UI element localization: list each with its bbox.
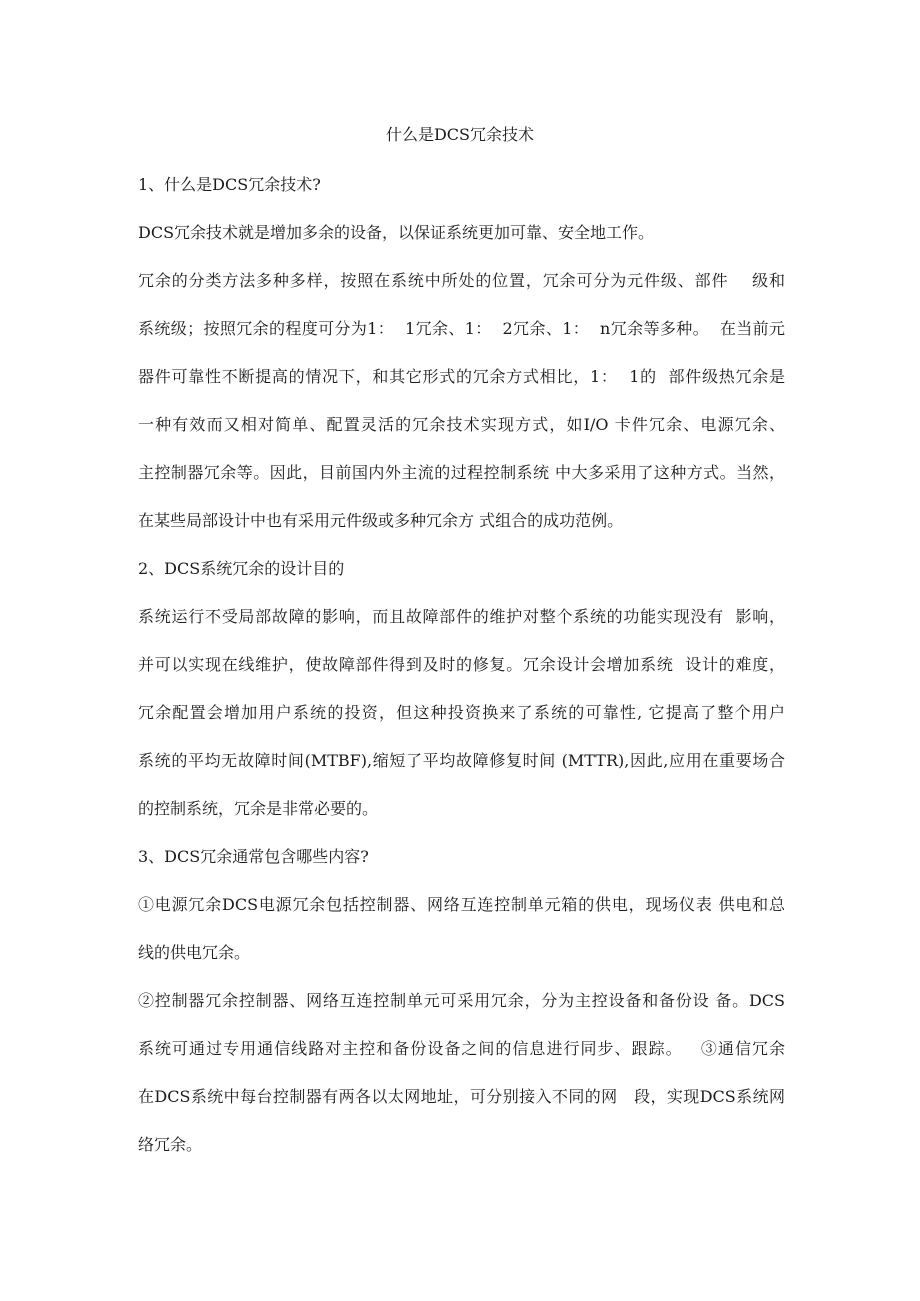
text-line: 系统级；按照冗余的程度可分为1： 1冗余、1： 2冗余、1： n冗余等多种。 在当前元 <box>138 319 785 338</box>
text-line: ①电源冗余DCS电源冗余包括控制器、网络互连控制单元箱的供电，现场仪表 供电和总 <box>138 895 785 914</box>
text-line: 系统可通过专用通信线路对主控和备份设备之间的信息进行同步、跟踪。 ③通信冗余 <box>138 1039 785 1058</box>
text-line: 的控制系统，冗余是非常必要的。 <box>138 799 379 818</box>
text-line: 3、DCS冗余通常包含哪些内容? <box>138 847 369 866</box>
text-line: 系统运行不受局部故障的影响，而且故障部件的维护对整个系统的功能实现没有 影响， <box>138 607 785 626</box>
text-line: 一种有效而又相对简单、配置灵活的冗余技术实现方式，如I/O 卡件冗余、电源冗余、 <box>138 415 785 434</box>
text-line: 主控制器冗余等。因此，目前国内外主流的过程控制系统 中大多采用了这种方式。当然， <box>138 463 785 482</box>
text-line: 在某些局部设计中也有采用元件级或多种冗余方 式组合的成功范例。 <box>138 511 624 530</box>
text-line: 系统的平均无故障时间(MTBF),缩短了平均故障修复时间 (MTTR),因此,应用在重要场合 <box>138 751 785 770</box>
text-line: 2、DCS系统冗余的设计目的 <box>138 559 345 578</box>
text-line: 冗余配置会增加用户系统的投资，但这种投资换来了系统的可靠性, 它提高了整个用户 <box>138 703 785 722</box>
text-line: 并可以实现在线维护，使故障部件得到及时的修复。冗余设计会增加系统 设计的难度， <box>138 655 785 674</box>
text-line: 1、什么是DCS冗余技术? <box>138 175 321 194</box>
text-line: DCS冗余技术就是增加多余的设备，以保证系统更加可靠、安全地工作。 <box>138 223 655 242</box>
text-line: 冗余的分类方法多种多样，按照在系统中所处的位置，冗余可分为元件级、部件 级和 <box>138 271 785 290</box>
text-line: ②控制器冗余控制器、网络互连控制单元可采用冗余，分为主控设备和备份设 备。DCS <box>138 991 785 1010</box>
text-line: 器件可靠性不断提高的情况下，和其它形式的冗余方式相比，1： 1的 部件级热冗余是 <box>138 367 785 386</box>
text-line: 络冗余。 <box>138 1135 203 1154</box>
text-line: 在DCS系统中每台控制器有两各以太网地址，可分别接入不同的网 段，实现DCS系统网 <box>138 1087 785 1106</box>
page-title: 什么是DCS冗余技术 <box>385 125 535 144</box>
text-line: 线的供电冗余。 <box>138 943 251 962</box>
